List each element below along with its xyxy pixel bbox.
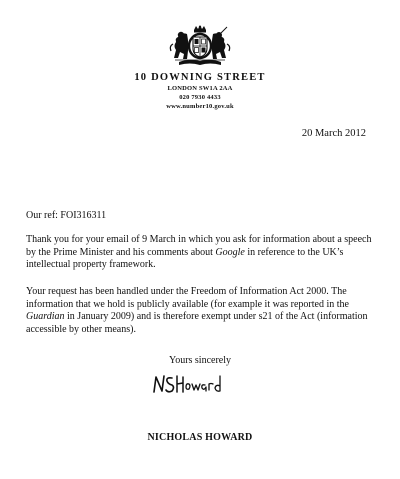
paragraph-request-emphasis: Google: [215, 246, 245, 258]
paragraph-request: [26, 234, 380, 272]
paragraph-response-text-2: in January 2009) and is therefore exempt under s21 of the Act (information accessible by other means).: [26, 311, 368, 335]
letterhead-address: [0, 71, 400, 111]
letterhead-city: LONDON SW1A 2AA: [167, 85, 233, 92]
letterhead-phone: 020 7930 4433: [179, 94, 221, 101]
paragraph-request-text-2: in reference to the UK’s intellectual property framework.: [26, 246, 344, 271]
reference-number: Our ref: FOI316311: [26, 210, 107, 221]
paragraph-response: [26, 286, 380, 336]
signer-name: NICHOLAS HOWARD: [147, 432, 253, 443]
letter-date: 20 March 2012: [301, 128, 366, 139]
paragraph-response-emphasis: Guardian: [26, 311, 65, 323]
handwritten-signature: [150, 372, 230, 396]
closing-salutation: Yours sincerely: [168, 355, 232, 366]
paragraph-request-text-1: Thank you for your email of 9 March in which you ask for information about a speech by the Prime Minister and his comments about: [26, 234, 372, 258]
paragraph-response-text-1: Your request has been handled under the Freedom of Information Act 2000. The information that we hold is publicly available (for example it was reported in the: [26, 286, 349, 310]
letterhead-street: 10 DOWNING STREET: [134, 72, 266, 83]
letterhead-website: www.number10.gov.uk: [166, 103, 234, 110]
royal-coat-of-arms-icon: [157, 24, 243, 68]
